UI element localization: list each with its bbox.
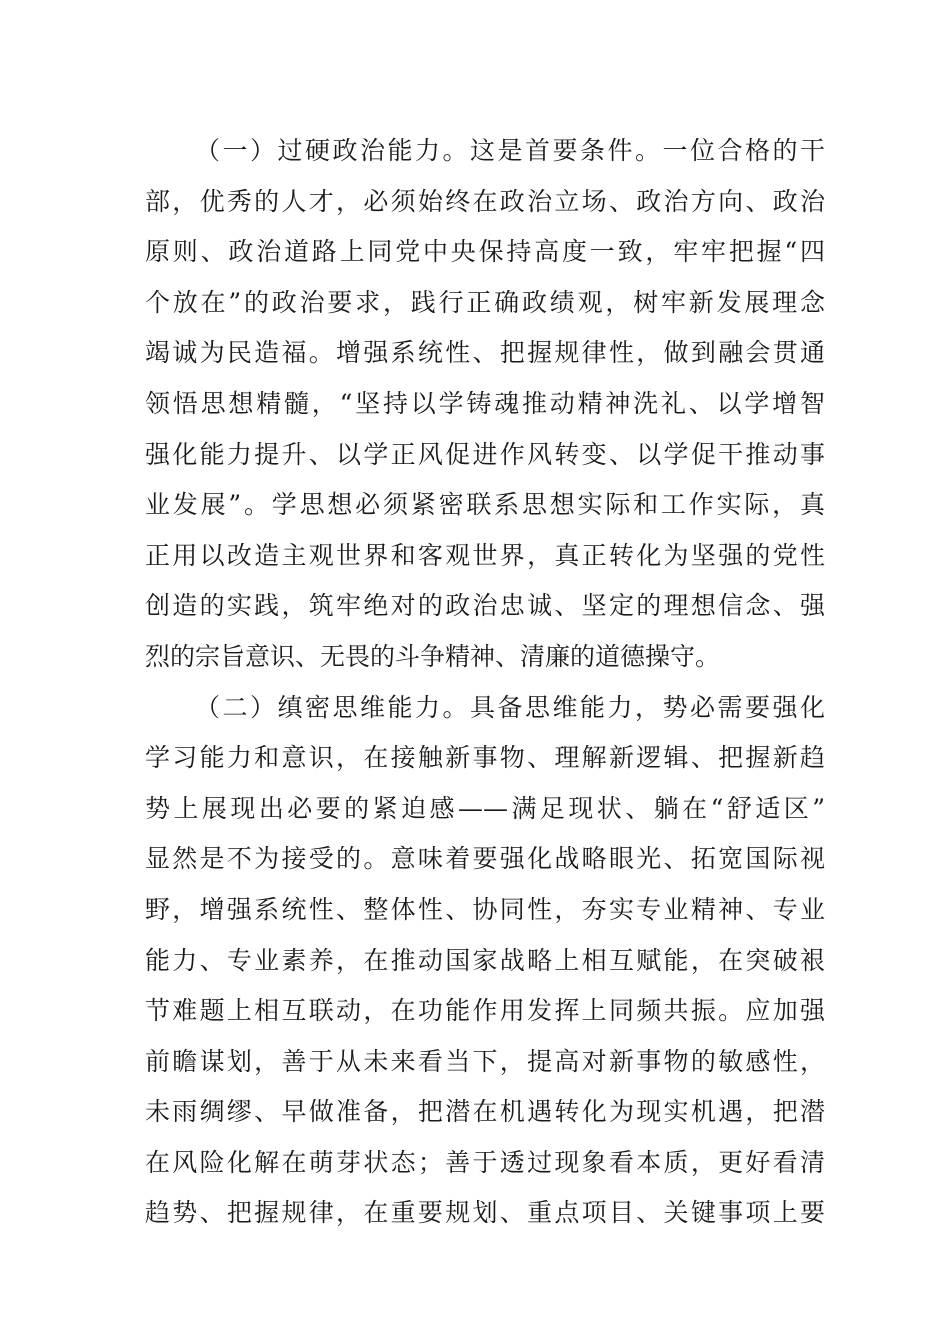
paragraph-2-line-4: 显然是不为接受的。意味着要强化战略眼光、拓宽国际视: [145, 844, 825, 874]
paragraph-2-line-7: 节难题上相互联动，在功能作用发挥上同频共振。应加强: [145, 996, 825, 1026]
paragraph-2-line-8: 前瞻谋划，善于从未来看当下，提高对新事物的敏感性，: [145, 1046, 825, 1076]
paragraph-2-line-9: 未雨绸缪、早做准备，把潜在机遇转化为现实机遇，把潜: [145, 1097, 825, 1127]
paragraph-1-line-6: 领悟思想精髓，“坚持以学铸魂推动精神洗礼、以学增智: [145, 388, 825, 418]
paragraph-2-line-10: 在风险化解在萌芽状态；善于透过现象看本质，更好看清: [145, 1147, 825, 1177]
paragraph-1-line-4: 个放在”的政治要求，践行正确政绩观，树牢新发展理念: [145, 287, 825, 317]
paragraph-2-line-3: 势上展现出必要的紧迫感——满足现状、躺在“舒适区”: [145, 793, 825, 823]
paragraph-1-line-3: 原则、政治道路上同党中央保持高度一致，牢牢把握“四: [145, 237, 825, 267]
paragraph-2-line-5: 野，增强系统性、整体性、协同性，夯实专业精神、专业: [145, 894, 825, 924]
paragraph-1-line-8: 业发展”。学思想必须紧密联系思想实际和工作实际，真: [145, 490, 825, 520]
paragraph-1-line-1: （一）过硬政治能力。这是首要条件。一位合格的干: [195, 136, 825, 165]
paragraph-1-line-9: 正用以改造主观世界和客观世界，真正转化为坚强的党性: [145, 540, 825, 570]
paragraph-1-line-11: 烈的宗旨意识、无畏的斗争精神、清廉的道德操守。: [145, 641, 721, 671]
paragraph-1-line-5: 竭诚为民造福。增强系统性、把握规律性，做到融会贯通: [145, 338, 825, 368]
paragraph-2-line-11: 趋势、把握规律，在重要规划、重点项目、关键事项上要: [145, 1198, 825, 1228]
paragraph-2-line-2: 学习能力和意识，在接触新事物、理解新逻辑、把握新趋: [145, 743, 825, 773]
paragraph-1-line-10: 创造的实践，筑牢绝对的政治忠诚、坚定的理想信念、强: [145, 591, 825, 621]
paragraph-2-line-6: 能力、专业素养，在推动国家战略上相互赋能，在突破裉: [145, 945, 825, 975]
paragraph-1-line-7: 强化能力提升、以学正风促进作风转变、以学促干推动事: [145, 439, 825, 469]
paragraph-2-line-1: （二）缜密思维能力。具备思维能力，势必需要强化: [195, 692, 825, 722]
body-text: [145, 126, 825, 1239]
paragraph-1-line-2: 部，优秀的人才，必须始终在政治立场、政治方向、政治: [145, 186, 825, 216]
